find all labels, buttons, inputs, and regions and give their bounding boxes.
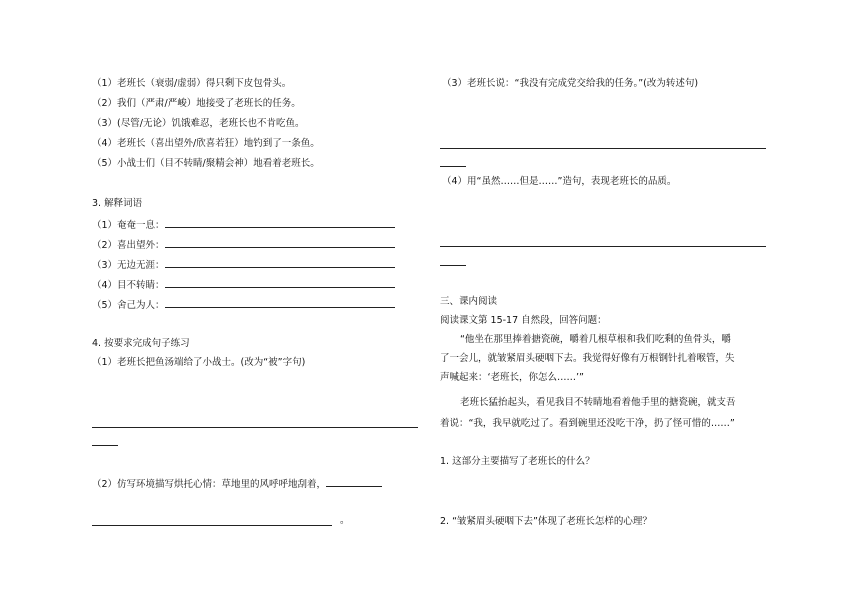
section-4-title: 4. 按要求完成句子练习 [92,338,190,349]
passage-line-3: 声喊起来：‘老班长，你怎么……’” [440,372,584,383]
question-4-2 [92,477,382,491]
passage-line-2: 了一会儿，就皱紧眉头硬咽下去。我觉得好像有万根钢针扎着喉管，失 [440,353,735,364]
section-3-title: 3. 解释词语 [92,198,143,209]
answer-line-4-tail[interactable] [440,265,466,266]
explain-label-3: （3）无边无涯： [92,260,165,271]
passage-line-5: 着说：“我，我早就吃过了。看到碗里还没吃干净，扔了怪可惜的……” [440,418,735,429]
answer-blank-2[interactable] [165,238,395,248]
explain-item-1 [92,218,395,232]
explain-item-3 [92,258,395,272]
choice-item-2: （2）我们（严肃/严峻）地接受了老班长的任务。 [92,98,301,109]
answer-line-4[interactable] [440,246,766,247]
explain-label-4: （4）目不转睛： [92,280,165,291]
choice-item-4: （4）老班长（喜出望外/欣喜若狂）地钓到了一条鱼。 [92,138,320,149]
period-mark: 。 [340,515,350,526]
explain-label-2: （2）喜出望外： [92,240,165,251]
passage-line-1: “他坐在那里捧着搪瓷碗，嚼着几根草根和我们吃剩的鱼骨头，嚼 [460,334,731,345]
explain-label-1: （1）奄奄一息： [92,220,165,231]
choice-item-3: （3）(尽管/无论）饥饿难忍，老班长也不肯吃鱼。 [92,118,305,129]
question-4-sentence: （4）用“虽然……但是……”造句，表现老班长的品质。 [442,176,677,187]
choice-item-5: （5）小战士们（目不转睛/聚精会神）地看着老班长。 [92,158,320,169]
answer-blank-4[interactable] [165,278,395,288]
explain-item-4 [92,278,395,292]
answer-line-4-1[interactable] [92,427,418,428]
answer-blank-4-2a[interactable] [326,477,382,487]
answer-line-4-2[interactable] [92,525,332,526]
reading-intro: 阅读课文第 15-17 自然段，回答问题： [440,315,607,326]
reading-question-2: 2. “皱紧眉头硬咽下去”体现了老班长怎样的心理？ [440,516,652,527]
question-3-reported-speech: （3）老班长说：“我没有完成党交给我的任务。”(改为转述句) [442,78,699,89]
passage-line-4: 老班长猛抬起头，看见我目不转睛地看着他手里的搪瓷碗，就支吾 [460,397,736,408]
answer-line-3-tail[interactable] [440,166,466,167]
explain-label-5: （5）舍己为人： [92,300,165,311]
question-4-2-text: （2）仿写环境描写烘托心情：草地里的风呼呼地刮着， [92,479,327,490]
part-3-title: 三、课内阅读 [440,296,498,307]
answer-blank-1[interactable] [165,218,395,228]
choice-item-1: （1）老班长（衰弱/虚弱）得只剩下皮包骨头。 [92,78,292,89]
answer-line-4-1-tail[interactable] [92,445,118,446]
reading-question-1: 1. 这部分主要描写了老班长的什么？ [440,456,595,467]
answer-blank-3[interactable] [165,258,395,268]
question-4-1: （1）老班长把鱼汤端给了小战士。(改为“被”字句) [92,357,306,368]
explain-item-2 [92,238,395,252]
explain-item-5 [92,298,395,312]
answer-blank-5[interactable] [165,298,395,308]
answer-line-3[interactable] [440,148,766,149]
